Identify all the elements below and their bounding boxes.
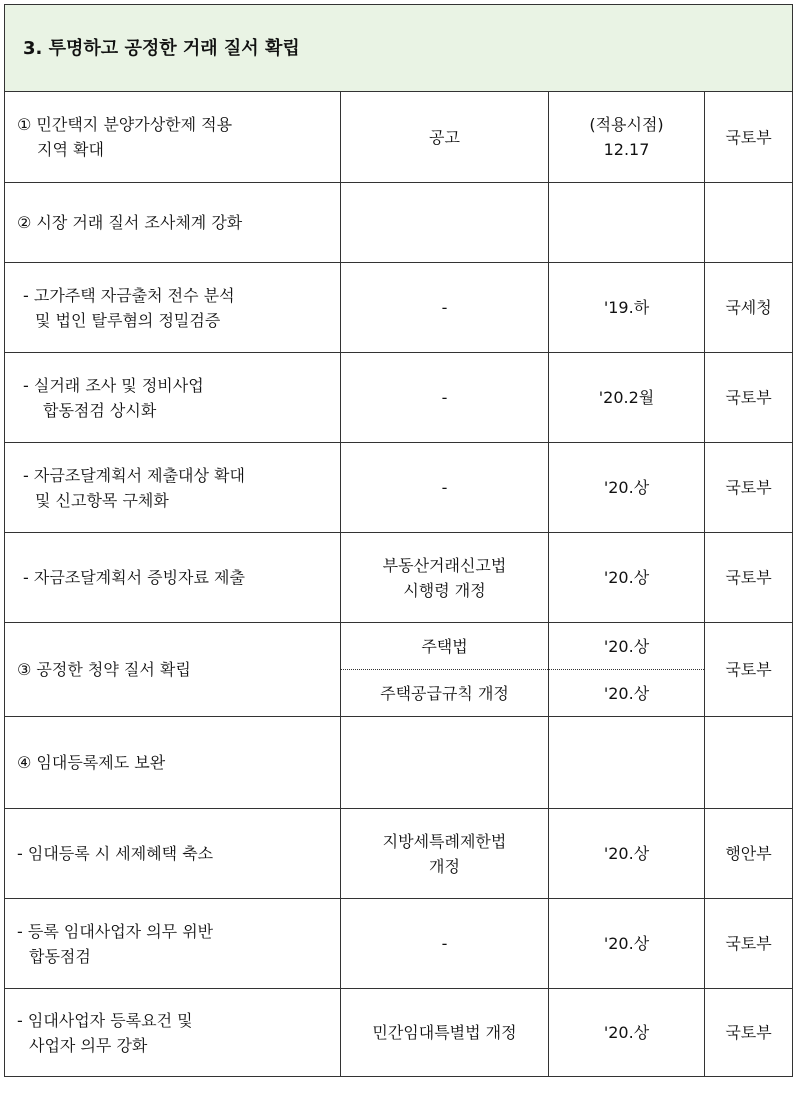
timing-line: 12.17 [603,140,650,159]
method-cell [341,899,549,989]
timing-line: '19.하 [603,298,650,317]
task-line: - 자금조달계획서 증빙자료 제출 [23,568,245,587]
task-cell [5,183,341,263]
method-cell [341,533,549,623]
task-cell [5,899,341,989]
agency-cell: 국토부 [705,353,793,443]
table-row [5,809,793,899]
agency-cell: 국토부 [705,443,793,533]
task-cell [5,353,341,443]
method-line: 지방세특례제한법 [382,831,507,851]
timing-line: '20.2월 [598,388,655,407]
agency-cell: 국토부 [705,899,793,989]
method-cell [341,353,549,443]
task-line: ① 민간택지 분양가상한제 적용 [17,115,233,134]
method-line: - [441,298,448,317]
table-row [5,92,793,183]
table-row [5,717,793,809]
method-cell: 주택공급규칙 개정 [341,670,549,717]
table-row [5,183,793,263]
timing-cell [549,92,705,183]
section-header-row [5,5,793,92]
task-line: - 임대등록 시 세제혜택 축소 [17,844,214,863]
task-line: ④ 임대등록제도 보완 [17,753,166,772]
timing-cell [549,809,705,899]
method-cell [341,717,549,809]
task-cell [5,623,341,717]
timing-line: '20.상 [603,1023,650,1042]
table-row [5,533,793,623]
task-line: 및 신고항목 구체화 [35,490,169,510]
timing-cell [549,989,705,1077]
agency-cell [705,717,793,809]
task-cell [5,533,341,623]
timing-cell [549,263,705,353]
method-line: 부동산거래신고법 [382,555,507,575]
task-line: 및 법인 탈루혐의 정밀검증 [35,310,221,330]
timing-cell [549,533,705,623]
task-line: 합동점검 [29,946,91,966]
method-line: 개정 [429,856,460,876]
task-line: - 등록 임대사업자 의무 위반 [17,921,214,941]
table-row [5,443,793,533]
task-cell [5,443,341,533]
task-line: ② 시장 거래 질서 조사체계 강화 [17,213,243,232]
agency-cell: 국세청 [705,263,793,353]
agency-cell: 국토부 [705,92,793,183]
task-cell [5,92,341,183]
task-cell [5,263,341,353]
task-line: - 실거래 조사 및 정비사업 [23,375,204,395]
table-row [5,989,793,1077]
timing-line: '20.상 [603,844,650,863]
method-cell [341,183,549,263]
task-line: 사업자 의무 강화 [29,1035,148,1055]
table-row [5,353,793,443]
method-cell [341,809,549,899]
method-cell [341,443,549,533]
timing-cell [549,443,705,533]
method-line: 시행령 개정 [403,580,486,600]
timing-line: '20.상 [603,934,650,953]
timing-cell: '20.상 [549,623,705,670]
method-line: - [441,388,448,407]
timing-cell [549,353,705,443]
table-row [5,623,793,670]
section-title: 3. 투명하고 공정한 거래 질서 확립 [5,5,793,92]
policy-table-document [4,4,792,1077]
timing-line: '20.상 [603,568,650,587]
timing-cell [549,717,705,809]
task-line: - 자금조달계획서 제출대상 확대 [23,465,245,485]
method-cell [341,989,549,1077]
agency-cell: 국토부 [705,533,793,623]
task-line: 합동점검 상시화 [43,400,157,420]
table-row [5,263,793,353]
task-line: - 고가주택 자금출처 전수 분석 [23,285,235,305]
policy-table [4,4,793,1077]
method-cell [341,92,549,183]
task-cell [5,809,341,899]
task-line: - 임대사업자 등록요건 및 [17,1010,193,1030]
method-cell [341,263,549,353]
agency-cell [705,183,793,263]
timing-cell: '20.상 [549,670,705,717]
method-line: - [441,934,448,953]
timing-line: '20.상 [603,478,650,497]
agency-cell: 국토부 [705,989,793,1077]
timing-line: (적용시점) [589,115,664,134]
agency-cell: 행안부 [705,809,793,899]
method-line: 민간임대특별법 개정 [372,1023,517,1042]
timing-cell [549,183,705,263]
task-cell [5,989,341,1077]
agency-cell: 국토부 [705,623,793,717]
timing-cell [549,899,705,989]
method-line: 공고 [429,127,460,147]
task-line: 지역 확대 [37,140,104,159]
task-line: ③ 공정한 청약 질서 확립 [17,660,191,679]
method-cell: 주택법 [341,623,549,670]
task-cell [5,717,341,809]
method-line: - [441,478,448,497]
table-row [5,899,793,989]
